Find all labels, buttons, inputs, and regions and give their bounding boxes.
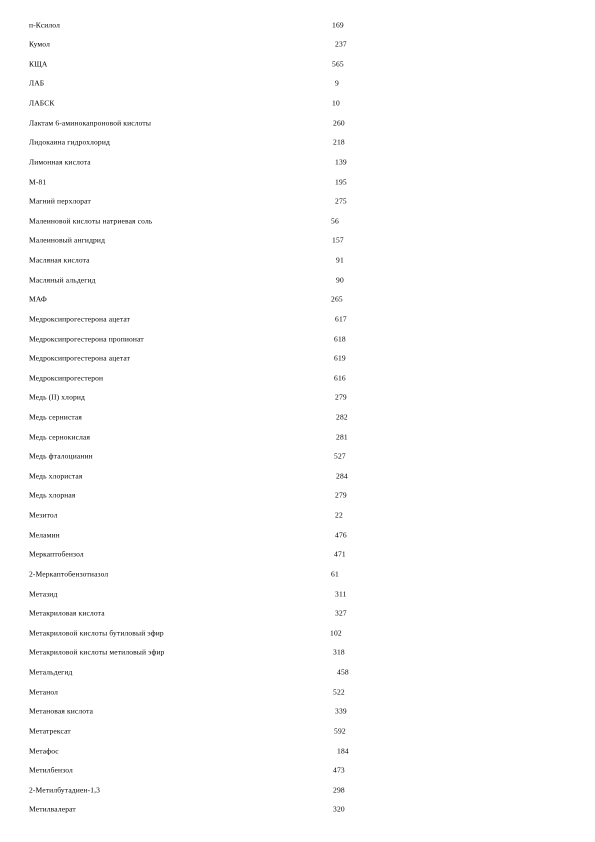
index-entry bbox=[0, 721, 595, 741]
index-entry bbox=[0, 780, 595, 800]
entry-page-number: 61 bbox=[331, 569, 339, 579]
entry-page-number: 279 bbox=[335, 490, 347, 500]
entry-page-number: 237 bbox=[335, 39, 347, 49]
entry-page-number: 218 bbox=[333, 137, 345, 147]
entry-name: Метазид bbox=[29, 588, 58, 598]
entry-name: М-81 bbox=[29, 176, 47, 186]
entry-page-number: 284 bbox=[336, 471, 348, 481]
entry-page-number: 91 bbox=[336, 255, 344, 265]
index-entry bbox=[0, 368, 595, 388]
index-entry bbox=[0, 800, 595, 820]
index-entry bbox=[0, 466, 595, 486]
index-entry bbox=[0, 564, 595, 584]
entry-page-number: 184 bbox=[337, 745, 349, 755]
entry-page-number: 298 bbox=[333, 785, 345, 795]
entry-page-number: 157 bbox=[332, 235, 344, 245]
index-entry bbox=[0, 525, 595, 545]
index-entry bbox=[0, 329, 595, 349]
index-entry bbox=[0, 702, 595, 722]
entry-name: Метакриловой кислоты бутиловый эфир bbox=[29, 628, 164, 638]
entry-page-number: 476 bbox=[335, 529, 347, 539]
index-entry bbox=[0, 446, 595, 466]
index-entry bbox=[0, 270, 595, 290]
entry-name: Медроксипрогестерона ацетат bbox=[29, 353, 131, 363]
index-entry bbox=[0, 133, 595, 153]
index-entry bbox=[0, 545, 595, 565]
entry-page-number: 281 bbox=[336, 431, 348, 441]
entry-page-number: 56 bbox=[331, 216, 339, 226]
index-entry bbox=[0, 231, 595, 251]
entry-name: Малеиновой кислоты натриевая соль bbox=[29, 216, 153, 226]
entry-name: ЛАБ bbox=[29, 78, 45, 88]
index-entry bbox=[0, 74, 595, 94]
entry-name: Лидокаина гидрохлорид bbox=[29, 137, 110, 147]
index-entry bbox=[0, 486, 595, 506]
entry-name: Медь сернистая bbox=[29, 412, 83, 422]
entry-name: Метановая кислота bbox=[29, 706, 94, 716]
entry-page-number: 169 bbox=[332, 19, 344, 29]
index-entry bbox=[0, 113, 595, 133]
entry-page-number: 139 bbox=[335, 157, 347, 167]
entry-page-number: 327 bbox=[335, 608, 347, 618]
entry-page-number: 102 bbox=[330, 628, 342, 638]
entry-name: Метакриловая кислота bbox=[29, 608, 105, 618]
entry-name: Медь фталоцианин bbox=[29, 451, 93, 461]
entry-name: п-Ксилол bbox=[29, 19, 61, 29]
index-entry bbox=[0, 584, 595, 604]
entry-name: Медь хлорная bbox=[29, 490, 76, 500]
index-entry bbox=[0, 211, 595, 231]
index-entry bbox=[0, 741, 595, 761]
index-entry bbox=[0, 93, 595, 113]
index-entry bbox=[0, 309, 595, 329]
index-entry bbox=[0, 172, 595, 192]
index-entry bbox=[0, 348, 595, 368]
entry-page-number: 195 bbox=[335, 176, 347, 186]
entry-name: Кумол bbox=[29, 39, 50, 49]
entry-name: Медь (II) хлорид bbox=[29, 392, 85, 402]
entry-page-number: 10 bbox=[332, 98, 340, 108]
entry-page-number: 9 bbox=[335, 78, 339, 88]
entry-page-number: 90 bbox=[336, 274, 344, 284]
entry-page-number: 616 bbox=[334, 373, 346, 382]
index-entry bbox=[0, 250, 595, 270]
entry-page-number: 311 bbox=[335, 588, 347, 598]
entry-page-number: 617 bbox=[335, 314, 347, 324]
entry-name: Метатрексат bbox=[29, 726, 71, 736]
entry-page-number: 565 bbox=[332, 59, 344, 69]
entry-name: Метафос bbox=[29, 745, 59, 755]
index-entry bbox=[0, 407, 595, 427]
entry-name: КЩА bbox=[29, 59, 48, 69]
entry-name: Медь хлористая bbox=[29, 471, 83, 481]
entry-name: Медроксипрогестерона пропионат bbox=[29, 333, 144, 343]
entry-page-number: 473 bbox=[333, 765, 345, 775]
index-entry bbox=[0, 603, 595, 623]
entry-page-number: 522 bbox=[333, 686, 345, 696]
entry-page-number: 22 bbox=[335, 510, 343, 520]
index-entry bbox=[0, 623, 595, 643]
entry-name: Метанол bbox=[29, 686, 59, 696]
entry-name: 2-Метилбутадиен-1,3 bbox=[29, 785, 101, 795]
entry-name: Медь сернокислая bbox=[29, 431, 91, 441]
entry-page-number: 339 bbox=[335, 706, 347, 716]
entry-page-number: 619 bbox=[334, 353, 346, 363]
entry-name: Метилбензол bbox=[29, 765, 73, 775]
index-entry bbox=[0, 760, 595, 780]
entry-name: Масляная кислота bbox=[29, 255, 90, 265]
entry-page-number: 527 bbox=[334, 451, 346, 461]
entry-name: Лактам 6-аминокапроновой кислоты bbox=[29, 117, 152, 127]
entry-page-number: 318 bbox=[333, 647, 345, 657]
entry-name: Медроксипрогестерона ацетат bbox=[29, 314, 131, 324]
index-entry bbox=[0, 505, 595, 525]
entry-page-number: 282 bbox=[336, 412, 348, 422]
index-entry bbox=[0, 427, 595, 447]
entry-name: ЛАБСК bbox=[29, 98, 55, 108]
index-entry bbox=[0, 34, 595, 54]
index-entry bbox=[0, 152, 595, 172]
entry-name: Масляный альдегид bbox=[29, 274, 96, 284]
index-entry bbox=[0, 191, 595, 211]
entry-name: 2-Меркаптобензотиазол bbox=[29, 569, 109, 579]
index-entry bbox=[0, 15, 595, 35]
entry-page-number: 265 bbox=[331, 294, 343, 304]
index-entry bbox=[0, 388, 595, 408]
index-entry bbox=[0, 54, 595, 74]
entry-page-number: 260 bbox=[333, 117, 345, 127]
entry-page-number: 320 bbox=[333, 804, 345, 814]
entry-page-number: 592 bbox=[334, 726, 346, 736]
index-entry bbox=[0, 662, 595, 682]
entry-name: Меламин bbox=[29, 529, 60, 539]
entry-name: Метальдегид bbox=[29, 667, 73, 677]
entry-name: Метилвалерат bbox=[29, 804, 76, 814]
entry-name: Меркаптобензол bbox=[29, 549, 84, 559]
index-entry bbox=[0, 289, 595, 309]
entry-page-number: 279 bbox=[335, 392, 347, 402]
entry-name: Малеиновый ангидрид bbox=[29, 235, 106, 245]
entry-name: Мезитол bbox=[29, 510, 58, 520]
entry-name: Магний перхлорат bbox=[29, 196, 91, 206]
entry-name: Метакриловой кислоты метиловый эфир bbox=[29, 647, 165, 657]
index-entry bbox=[0, 643, 595, 663]
entry-name: МАФ bbox=[29, 294, 47, 304]
entry-page-number: 275 bbox=[335, 196, 347, 206]
entry-page-number: 471 bbox=[334, 549, 346, 559]
index-entry bbox=[0, 682, 595, 702]
entry-page-number: 618 bbox=[334, 333, 346, 343]
entry-page-number: 458 bbox=[337, 667, 349, 677]
entry-name: Лимонная кислота bbox=[29, 157, 91, 167]
entry-name: Медроксипрогестерон bbox=[29, 373, 104, 382]
